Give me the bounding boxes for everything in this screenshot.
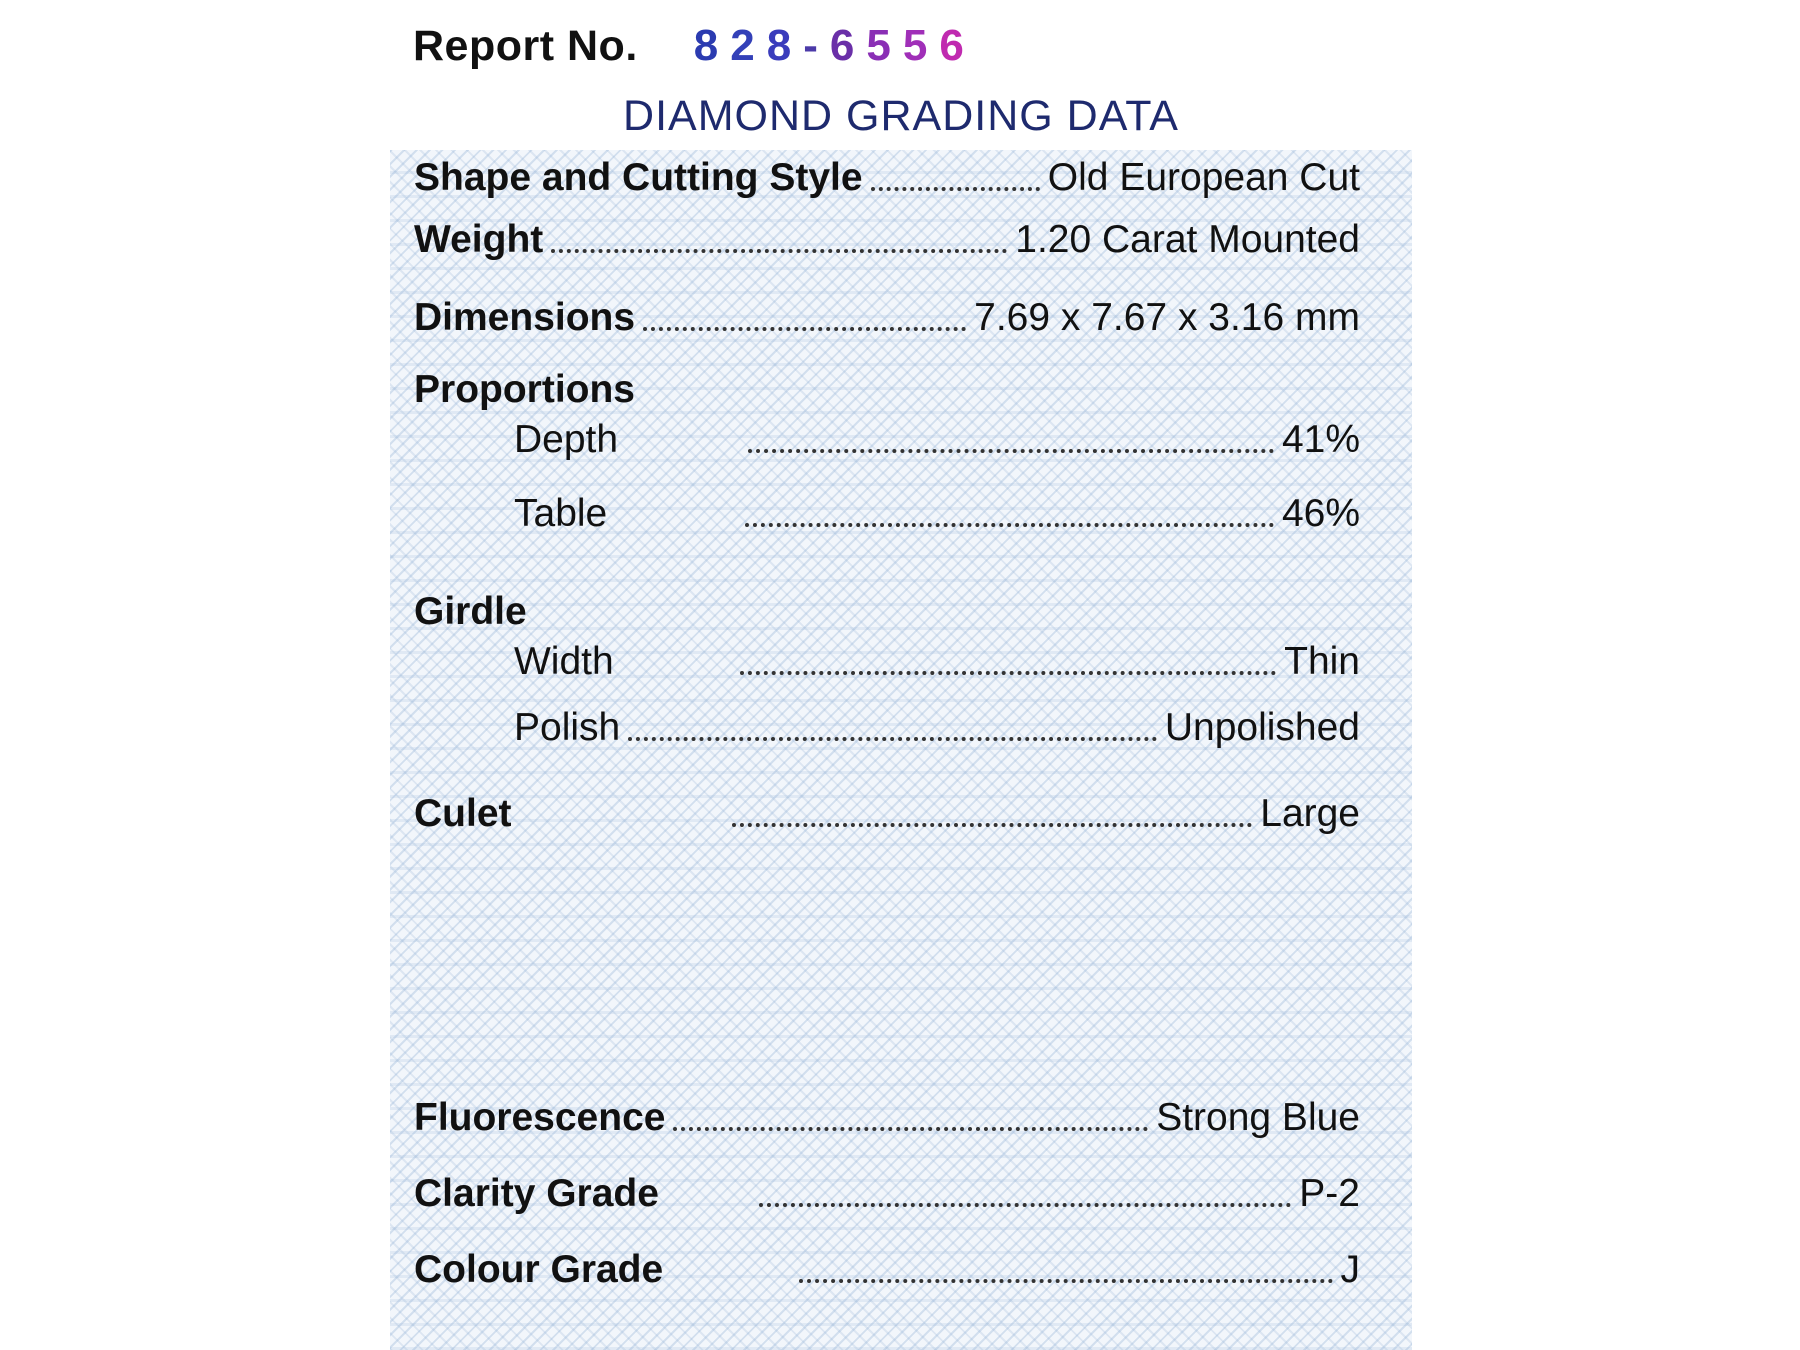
report-number-char: 8 (766, 21, 804, 70)
weight-row (414, 216, 1360, 264)
leader-dots (759, 1202, 1291, 1207)
report-number-char: 6 (939, 21, 976, 70)
polish-value: Unpolished (1164, 706, 1360, 749)
dimensions-row (414, 294, 1360, 342)
weight-value: 1.20 Carat Mounted (1015, 218, 1360, 261)
report-number-char: 2 (730, 21, 767, 70)
girdle-heading: Girdle (414, 590, 527, 633)
page-title: DIAMOND GRADING DATA (623, 92, 1179, 140)
report-number-char: 5 (902, 21, 940, 70)
fluorescence-value: Strong Blue (1156, 1096, 1360, 1139)
colour-label: Colour Grade (414, 1248, 664, 1291)
width-row (414, 638, 1360, 686)
proportions-heading: Proportions (414, 368, 635, 411)
leader-dots (740, 670, 1276, 675)
report-number-label: Report No. (413, 21, 638, 70)
leader-dots (748, 448, 1274, 453)
polish-row (414, 704, 1360, 752)
shape-row (414, 154, 1360, 202)
colour-value: J (1340, 1248, 1360, 1291)
table-label: Table (514, 492, 608, 535)
leader-dots (871, 186, 1040, 191)
leader-dots (628, 736, 1157, 741)
depth-row (414, 416, 1360, 464)
leader-dots (551, 248, 1007, 253)
leader-dots (732, 822, 1253, 827)
report-number-char: 6 (829, 21, 867, 70)
weight-label: Weight (414, 218, 544, 261)
report-number-char: 8 (693, 21, 731, 70)
leader-dots (799, 1278, 1332, 1283)
report-header (413, 10, 976, 82)
shape-label: Shape and Cutting Style (414, 156, 863, 199)
leader-dots (745, 522, 1274, 527)
fluorescence-row (414, 1094, 1360, 1142)
fluorescence-label: Fluorescence (414, 1096, 666, 1139)
width-value: Thin (1284, 640, 1360, 683)
dimensions-value: 7.69 x 7.67 x 3.16 mm (974, 296, 1360, 339)
culet-value: Large (1260, 792, 1360, 835)
report-number-char: 5 (866, 21, 903, 70)
leader-dots (643, 326, 966, 331)
dimensions-label: Dimensions (414, 296, 636, 339)
shape-value: Old European Cut (1047, 156, 1360, 199)
clarity-value: P-2 (1299, 1172, 1360, 1215)
report-number (694, 21, 976, 71)
grading-data-panel (390, 150, 1412, 1350)
clarity-row (414, 1170, 1360, 1218)
width-label: Width (514, 640, 614, 683)
table-row (414, 490, 1360, 538)
polish-label: Polish (514, 706, 621, 749)
table-value: 46% (1281, 492, 1360, 535)
colour-row (414, 1246, 1360, 1294)
culet-label: Culet (414, 792, 512, 835)
depth-value: 41% (1281, 418, 1360, 461)
culet-row (414, 790, 1360, 838)
depth-label: Depth (514, 418, 619, 461)
leader-dots (673, 1126, 1148, 1131)
clarity-label: Clarity Grade (414, 1172, 659, 1215)
report-number-char: - (803, 21, 830, 70)
